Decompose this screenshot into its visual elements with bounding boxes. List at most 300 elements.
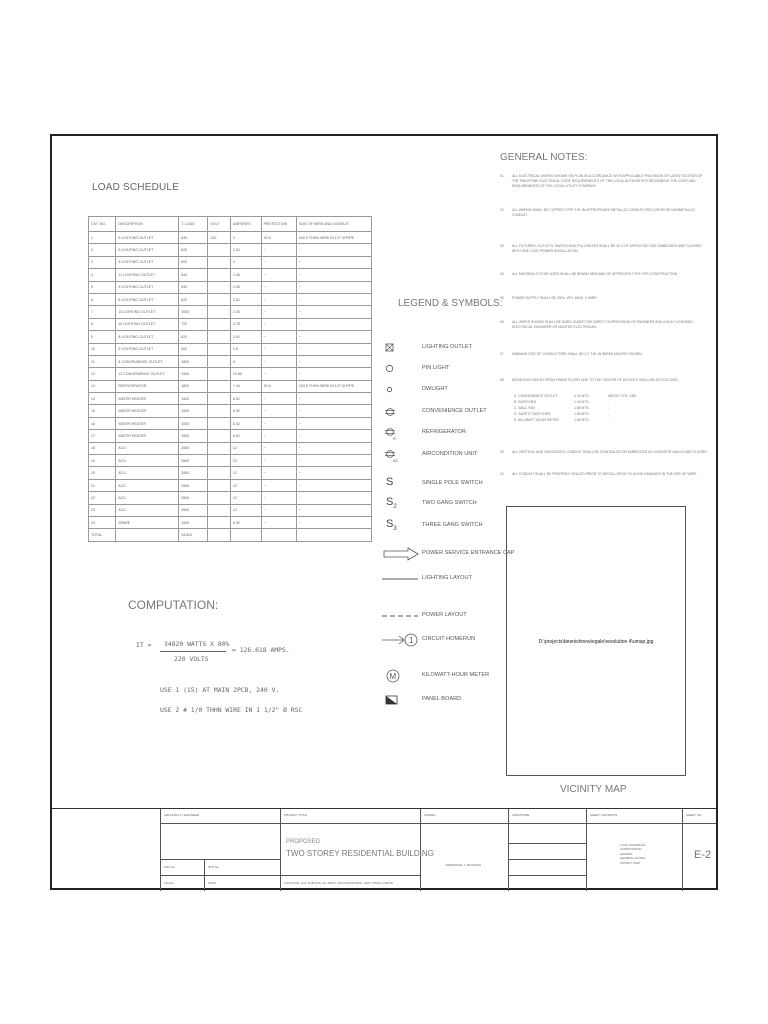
- table-cell: ~: [296, 368, 371, 380]
- sheet-content-item: LOAD SCHEDULE: [620, 843, 646, 847]
- table-cell: 16: [89, 417, 116, 429]
- legend-item-refrigerator-outlet: [382, 425, 512, 441]
- table-cell: 1500: [179, 393, 208, 405]
- table-row: [89, 442, 372, 454]
- prc-label: PRC No.: [164, 865, 176, 869]
- date-label: DATE: [208, 881, 216, 885]
- table-cell: [208, 405, 231, 417]
- table-cell: 20 A: [261, 232, 296, 244]
- downlight-icon: [382, 382, 422, 398]
- table-cell: 9 LIGHTING OUTLET: [116, 256, 179, 268]
- table-cell: [208, 368, 231, 380]
- legend-item-lighting-outlet: [382, 340, 512, 356]
- table-cell: 3: [89, 256, 116, 268]
- note-text: ALL WIRING SHALL BE COPPER TYPE T.W. IN APPROPRIATE METALLIC CONDUIT (RSC) OR RIGID NONMETALLIC CONDUIT.: [512, 208, 696, 218]
- load-header-cell: CKT. NO.: [89, 217, 116, 232]
- general-notes-title: GENERAL NOTES:: [500, 152, 588, 163]
- legend-label: POWER SERVICE ENTRANCE CAP: [422, 550, 515, 556]
- legend-item-homerun: [382, 632, 512, 648]
- table-cell: 34,820: [179, 529, 208, 541]
- table-cell: 1: [89, 232, 116, 244]
- table-cell: ~: [261, 492, 296, 504]
- table-cell: ~: [261, 368, 296, 380]
- table-cell: ~: [296, 504, 371, 516]
- load-header-cell: T. LOAD: [179, 217, 208, 232]
- table-cell: 720: [179, 318, 208, 330]
- table-cell: 230: [208, 232, 231, 244]
- legend-label: KILOWATT-HOUR METER: [422, 672, 490, 678]
- computation-title: COMPUTATION:: [128, 598, 219, 612]
- table-cell: ~: [296, 442, 371, 454]
- table-cell: ~: [296, 256, 371, 268]
- feeder-wire-line: USE 2 # 1/0 THHN WIRE IN 1 1/2" Ø RSC: [160, 706, 303, 714]
- table-cell: 24: [89, 516, 116, 528]
- table-row: [89, 232, 372, 244]
- owner-name: EMMANUEL L. BAYANAN: [446, 863, 481, 867]
- table-cell: 17: [89, 430, 116, 442]
- table-cell: 6.52: [230, 430, 261, 442]
- general-note-item: [500, 272, 710, 277]
- table-row: [89, 393, 372, 405]
- table-cell: ~: [296, 405, 371, 417]
- note-number: 01.: [500, 174, 505, 178]
- general-note-item: [500, 244, 710, 254]
- refrigerator-outlet-icon: [382, 425, 422, 441]
- table-cell: ~: [261, 256, 296, 268]
- table-cell: [208, 430, 231, 442]
- table-row: [89, 455, 372, 467]
- table-cell: ~: [261, 306, 296, 318]
- legend-label: CONVENIENCE OUTLET: [422, 408, 487, 414]
- tin-label: TIN No.: [164, 881, 175, 885]
- legend-label: AIRCONDITION UNIT: [422, 451, 478, 457]
- table-cell: [208, 306, 231, 318]
- table-cell: TOTAL: [89, 529, 116, 541]
- note-text: MINIMUM SIZE OF CONDUCTORS SHALL BE 2.0 T.W. IN WIRES UNLESS SHOWN.: [512, 352, 643, 356]
- table-cell: 1800: [179, 355, 208, 367]
- table-row: [89, 529, 372, 541]
- note-text: ALL WIRES SHOWN SHALL BE SIZED UNDER THE DIRECT SUPERVISION OF ENGINEER AND A DULY LICENSED ELECTRICAL ENGINEER OR MASTER ELECTRICIAN.: [512, 320, 693, 330]
- table-cell: [208, 467, 231, 479]
- general-note-item: [500, 208, 710, 218]
- note-number: 06.: [500, 320, 505, 324]
- legend-item-two-gang-switch: [382, 496, 512, 512]
- panel-board-icon: [382, 692, 422, 708]
- legend-item-panel-board: [382, 692, 512, 708]
- mounting-height-cell: 0.30 MTS.: [574, 394, 590, 398]
- table-cell: [208, 455, 231, 467]
- note-text: POWER SUPPLY SHALL BE 230V, 1PH, 60HZ, 2 WIRE.: [512, 296, 598, 300]
- table-row: [89, 256, 372, 268]
- table-cell: 2660: [179, 467, 208, 479]
- table-cell: 14: [89, 393, 116, 405]
- table-cell: ~: [296, 244, 371, 256]
- table-cell: WATER HEATER: [116, 417, 179, 429]
- sheet-contents-list: [620, 843, 645, 865]
- legend-label: PIN LIGHT: [422, 365, 450, 371]
- note-number: 02.: [500, 208, 505, 212]
- legend-label: POWER LAYOUT: [422, 612, 467, 618]
- legend-label: PANEL BOARD: [422, 696, 462, 702]
- table-cell: ~: [261, 442, 296, 454]
- table-row: [89, 492, 372, 504]
- load-schedule-table: [88, 216, 372, 542]
- svg-text:AC: AC: [393, 458, 399, 463]
- table-cell: 6.52: [230, 405, 261, 417]
- table-cell: ~: [296, 281, 371, 293]
- table-cell: ACU: [116, 504, 179, 516]
- sheet-content-item: GENERAL NOTES: [620, 856, 646, 861]
- table-cell: [208, 269, 231, 281]
- table-cell: 7: [89, 306, 116, 318]
- table-cell: [208, 293, 231, 305]
- signature-label: SIGNATURE: [512, 813, 530, 817]
- table-cell: 2.45: [230, 281, 261, 293]
- note-number: 08.: [500, 378, 505, 382]
- table-cell: 13: [89, 380, 116, 392]
- owner-label: OWNER: [424, 813, 436, 817]
- table-cell: ACU: [116, 442, 179, 454]
- mounting-height-cell: -: [608, 406, 610, 410]
- table-cell: ~: [261, 430, 296, 442]
- note-number: 03.: [500, 244, 505, 248]
- table-cell: 6.52: [230, 516, 261, 528]
- table-cell: WATER HEATER: [116, 430, 179, 442]
- sheet-content-item: COMPUTATION: [620, 847, 642, 852]
- table-cell: 2.62: [230, 244, 261, 256]
- general-note-item: [500, 352, 710, 357]
- two-gang-switch-icon: $S_2$: [386, 496, 397, 511]
- table-cell: [208, 318, 231, 330]
- load-schedule-title: LOAD SCHEDULE: [92, 182, 180, 193]
- table-cell: 15: [89, 405, 116, 417]
- vicinity-map-frame: [506, 506, 686, 776]
- table-cell: ~: [296, 306, 371, 318]
- project-name: TWO STOREY RESIDENTIAL BUILDING: [286, 849, 434, 858]
- table-cell: [208, 516, 231, 528]
- table-cell: WATER HEATER: [116, 405, 179, 417]
- sheet-number: E-2: [694, 849, 712, 861]
- table-cell: 2.46: [230, 269, 261, 281]
- legend-label: TWO GANG SWITCH: [422, 500, 477, 506]
- table-cell: [208, 529, 231, 541]
- table-cell: 2660: [179, 442, 208, 454]
- table-row: [89, 479, 372, 491]
- vicinity-map-title: VICINITY MAP: [560, 784, 627, 795]
- table-cell: 20: [89, 467, 116, 479]
- table-cell: ~: [296, 293, 371, 305]
- table-cell: WATER HEATER: [116, 393, 179, 405]
- table-cell: 10 LIGHTING OUTLET: [116, 318, 179, 330]
- general-note-item: [500, 174, 710, 190]
- table-cell: 4.35: [230, 306, 261, 318]
- table-cell: 1500: [179, 417, 208, 429]
- three-gang-switch-icon: $S_3$: [386, 518, 397, 533]
- note-text: ALL MATERIALS TO BE USED SHALL BE BRAND NEW AND OF APPROVED TYPE FOR CONSTRUCTION.: [512, 272, 679, 276]
- table-cell: ~: [261, 331, 296, 343]
- table-cell: 2660: [179, 492, 208, 504]
- table-row: [89, 405, 372, 417]
- legend-label: SINGLE POLE SWITCH: [422, 480, 483, 486]
- note-number: 04.: [500, 272, 505, 276]
- table-cell: 21: [89, 479, 116, 491]
- pin-light-icon: [382, 361, 422, 377]
- mounting-height-cell: B. SWITCHES: [514, 400, 537, 404]
- table-cell: ~: [296, 455, 371, 467]
- legend-label: REFRIGERATOR: [422, 429, 466, 435]
- table-cell: ~: [261, 269, 296, 281]
- solid-line-icon: [382, 571, 422, 587]
- proposed-label: PROPOSED: [286, 839, 321, 845]
- table-cell: 11: [89, 355, 116, 367]
- mounting-height-cell: D. SAFETY SWITCHES: [514, 412, 551, 416]
- table-cell: ~: [296, 430, 371, 442]
- mounting-height-cell: 1.40 MTS.: [574, 400, 590, 404]
- table-cell: 12: [230, 504, 261, 516]
- table-cell: 600: [179, 256, 208, 268]
- table-cell: SPARE: [116, 516, 179, 528]
- mounting-height-cell: 1.80 MTS.: [574, 412, 590, 416]
- note-text: ALL ELECTRICAL WORKS SHOWN ON PLAN IS ACCORDANCE WITH APPLICABLE PROVISION OF LATEST EDITION OF THE PHILIPPINE ELECTRICAL CODE REQUIREMENTS OF THE LOCAL AUTHORITIES REGARDING THE CODE AND REQUIREMENTS OF THE LOCAL UTILITY COMPANY.: [512, 174, 703, 189]
- legend-label: LIGHTING OUTLET: [422, 344, 473, 350]
- table-cell: 2.8: [230, 343, 261, 355]
- table-row: [89, 368, 372, 380]
- table-row: [89, 417, 372, 429]
- table-cell: 2.62: [230, 331, 261, 343]
- table-cell: ~: [261, 504, 296, 516]
- table-cell: 2660: [179, 455, 208, 467]
- service-entrance-icon: [382, 546, 422, 562]
- table-cell: ~: [296, 467, 371, 479]
- table-cell: [208, 417, 231, 429]
- table-row: [89, 331, 372, 343]
- table-cell: [208, 393, 231, 405]
- table-cell: [208, 380, 231, 392]
- table-cell: ~: [296, 331, 371, 343]
- table-cell: 1500: [179, 430, 208, 442]
- load-header-cell: VOLT: [208, 217, 231, 232]
- table-cell: [208, 256, 231, 268]
- table-cell: 23: [89, 504, 116, 516]
- table-cell: 540: [179, 281, 208, 293]
- mounting-height-cell: A. CONVENIENCE OUTLET: [514, 394, 558, 398]
- table-cell: 9 LIGHTING OUTLET: [116, 232, 179, 244]
- table-row: [89, 281, 372, 293]
- legend-label: LIGHTING LAYOUT: [422, 575, 472, 581]
- table-cell: ACU: [116, 492, 179, 504]
- table-cell: [208, 343, 231, 355]
- table-cell: 620: [179, 331, 208, 343]
- table-cell: 2.78: [230, 318, 261, 330]
- architect-label: ARCHITECT / ENGINEER: [164, 813, 200, 817]
- homerun-icon: [382, 632, 422, 648]
- legend-label: DWLIGHT: [422, 386, 448, 392]
- table-cell: ~: [261, 244, 296, 256]
- single-pole-switch-icon: S: [386, 476, 394, 488]
- table-cell: 8 CONVENIENCE OUTLET: [116, 355, 179, 367]
- table-cell: [261, 529, 296, 541]
- table-cell: [208, 442, 231, 454]
- table-cell: 9 LIGHTING OUTLET: [116, 244, 179, 256]
- table-cell: ~: [261, 467, 296, 479]
- table-cell: 2#2.0 THHN WIRE IN 1/2" Ø PIPE: [296, 232, 371, 244]
- table-cell: ACU: [116, 467, 179, 479]
- mounting-height-cell: 1.80 MTS.: [574, 418, 590, 422]
- table-cell: 5: [89, 281, 116, 293]
- table-row: [89, 343, 372, 355]
- table-cell: 12 CONVENIENCE OUTLET: [116, 368, 179, 380]
- table-cell: [208, 244, 231, 256]
- computation-result: = 126.618 AMPS.: [232, 646, 290, 654]
- table-cell: ~: [296, 516, 371, 528]
- table-cell: 4: [89, 269, 116, 281]
- sheet-contents-label: SHEET CONTENTS: [590, 813, 618, 817]
- legend-item-aircon-outlet: [382, 447, 512, 463]
- table-cell: 640: [179, 232, 208, 244]
- table-cell: 8 LIGHTING OUTLET: [116, 331, 179, 343]
- table-cell: 9: [89, 331, 116, 343]
- table-cell: [208, 331, 231, 343]
- legend-item-single-pole-switch: [382, 476, 512, 492]
- legend-item-service-entrance: [382, 546, 515, 562]
- sheet-content-item: LEGEND: [620, 851, 633, 856]
- table-cell: 18: [89, 442, 116, 454]
- table-row: [89, 269, 372, 281]
- table-cell: ~: [296, 318, 371, 330]
- table-cell: ~: [261, 455, 296, 467]
- legend-label: CIRCUIT HOMERUN: [422, 636, 476, 642]
- note-text: ALL VERTICAL AND HORIZONTAL CONDUIT SHALL BE CONCEALED OR EMBEDDED IN CONCRETE WALLS AND FLOORS.: [512, 450, 708, 454]
- table-cell: 8 LIGHTING OUTLET: [116, 293, 179, 305]
- fraction-bar: [160, 651, 226, 652]
- table-cell: ~: [261, 318, 296, 330]
- table-cell: [208, 504, 231, 516]
- table-cell: 1800: [179, 380, 208, 392]
- legend-item-kwh-meter: [382, 668, 512, 684]
- table-cell: 2260: [179, 368, 208, 380]
- note-number: 10.: [500, 472, 505, 476]
- table-cell: ~: [296, 269, 371, 281]
- table-cell: 6.52: [230, 417, 261, 429]
- lighting-outlet-icon: [382, 340, 422, 356]
- table-cell: 9 LIGHTING OUTLET: [116, 343, 179, 355]
- current-label: IT =: [136, 641, 152, 649]
- table-cell: 6.52: [230, 393, 261, 405]
- table-cell: 10.86: [230, 368, 261, 380]
- general-note-item: [500, 472, 710, 477]
- table-cell: [208, 281, 231, 293]
- table-cell: ~: [261, 293, 296, 305]
- aircon-outlet-icon: [382, 447, 422, 463]
- load-header-cell: DESCRIPTION: [116, 217, 179, 232]
- vicinity-map-placeholder: D:\projects\beenishnew\egale\resolution 4\umap.jpg: [538, 639, 654, 645]
- legend-label: THREE GANG SWITCH: [422, 522, 483, 528]
- table-cell: 2.62: [230, 293, 261, 305]
- mounting-height-cell: 1.80 MTS.: [574, 406, 590, 410]
- table-cell: 8: [230, 355, 261, 367]
- table-cell: 19: [89, 455, 116, 467]
- mounting-height-cell: ABOVE FLR. LINE: [608, 394, 637, 398]
- table-cell: ~: [296, 479, 371, 491]
- computation-denominator: 220 VOLTS: [174, 655, 209, 663]
- convenience-outlet-icon: [382, 404, 422, 420]
- table-cell: [116, 529, 179, 541]
- table-cell: 640: [179, 269, 208, 281]
- table-cell: 12: [230, 442, 261, 454]
- table-cell: ~: [261, 393, 296, 405]
- table-cell: ~: [261, 281, 296, 293]
- load-header-cell: PROTECTION: [261, 217, 296, 232]
- legend-item-pin-light: [382, 361, 512, 377]
- table-cell: 30 A: [261, 380, 296, 392]
- table-row: [89, 355, 372, 367]
- table-cell: ~: [261, 405, 296, 417]
- table-cell: 620: [179, 244, 208, 256]
- table-cell: 22: [89, 492, 116, 504]
- table-cell: 3: [230, 256, 261, 268]
- table-cell: [230, 529, 261, 541]
- table-cell: ~: [261, 417, 296, 429]
- table-cell: 2660: [179, 504, 208, 516]
- load-header-cell: SIZE OF WIRE AND CONDUIT: [296, 217, 371, 232]
- table-cell: ~: [296, 393, 371, 405]
- table-cell: 600: [179, 343, 208, 355]
- table-cell: 10: [89, 343, 116, 355]
- table-cell: 12: [230, 467, 261, 479]
- svg-text:M: M: [389, 672, 397, 681]
- table-cell: 12: [230, 479, 261, 491]
- table-cell: [208, 492, 231, 504]
- table-row: [89, 306, 372, 318]
- note-number: 07.: [500, 352, 505, 356]
- project-location: LOCATION: LOT 11 BLOCK 4A, BRGY. SAN FRANCISCO, GEN. TRIAS, CAVITE: [284, 881, 394, 885]
- computation-numerator: 34820 WATTS X 80%: [164, 640, 230, 648]
- mounting-height-cell: -: [608, 400, 610, 404]
- table-cell: 1500: [179, 405, 208, 417]
- table-cell: ACU: [116, 479, 179, 491]
- table-cell: 10 LIGHTING OUTLET: [116, 306, 179, 318]
- table-cell: [208, 479, 231, 491]
- legend-item-solid-line: [382, 571, 512, 587]
- svg-text:R: R: [393, 436, 396, 441]
- legend-item-dashed-line: [382, 608, 512, 624]
- legend-item-convenience-outlet: [382, 404, 512, 420]
- table-row: [89, 244, 372, 256]
- sheet-no-label: SHEET NO.: [686, 813, 703, 817]
- table-cell: 620: [179, 293, 208, 305]
- dashed-line-icon: [382, 608, 422, 624]
- table-row: [89, 516, 372, 528]
- table-cell: 3: [230, 232, 261, 244]
- mounting-height-cell: -: [608, 418, 610, 422]
- table-row: [89, 293, 372, 305]
- mounting-height-cell: -: [608, 412, 610, 416]
- table-cell: 12: [89, 368, 116, 380]
- note-number: 09.: [500, 450, 505, 454]
- project-title-label: PROJECT TITLE: [284, 813, 307, 817]
- table-cell: ~: [296, 417, 371, 429]
- table-cell: ~: [296, 492, 371, 504]
- table-cell: ~: [296, 355, 371, 367]
- legend-item-downlight: [382, 382, 512, 398]
- note-number: 05.: [500, 296, 505, 300]
- note-text: MOUNTING HEIGHT FROM FINISH FLOOR LINE TO THE CENTER OF DEVICES SHALL BE AS FOLLOWS:: [512, 378, 679, 382]
- note-text: ALL FIXTURES, OUTLETS, SWITCH AND PULL BOXES SHALL BE 4X 4 OF APPROVED SIZE EMBEDDED AND FLUSHED WITH ONE COAT PRIMER INSTALLATION.: [512, 244, 702, 254]
- table-cell: 9 LIGHTING OUTLET: [116, 281, 179, 293]
- load-header-cell: AMPERES: [230, 217, 261, 232]
- table-cell: 12: [230, 455, 261, 467]
- legend-title: LEGEND & SYMBOLS:: [398, 298, 503, 309]
